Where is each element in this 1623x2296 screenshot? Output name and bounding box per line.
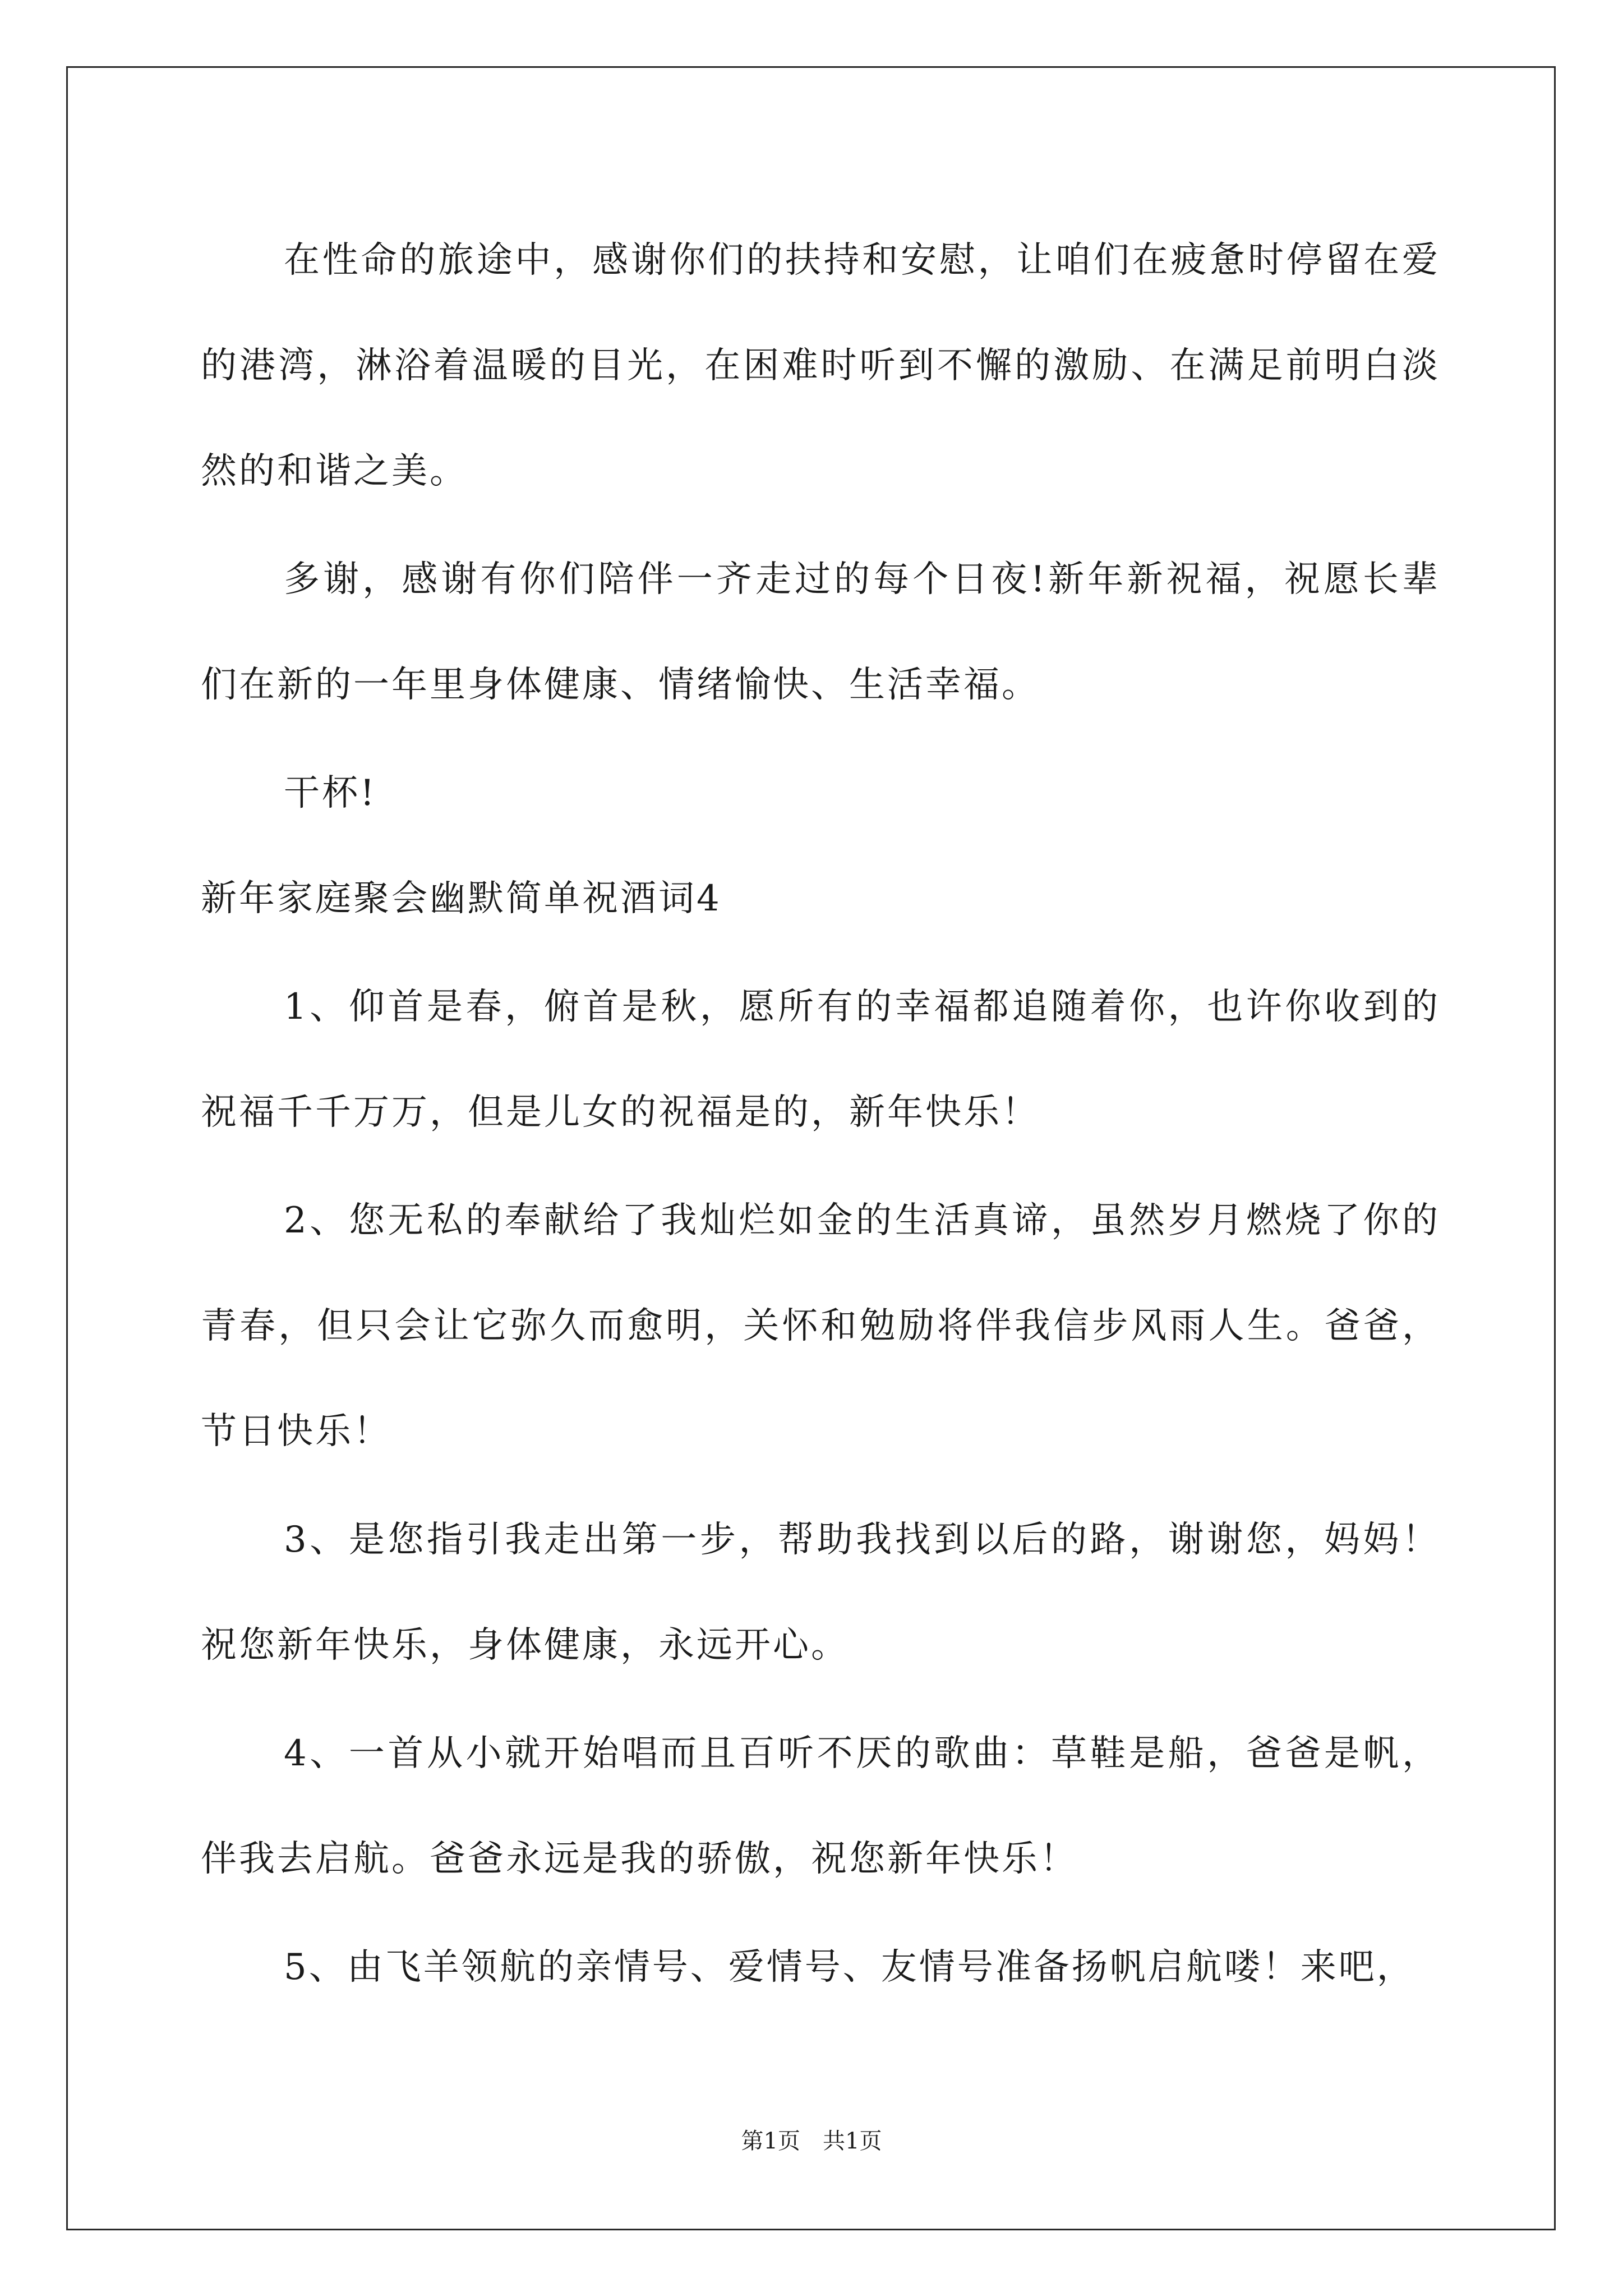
paragraph: 多谢，感谢有你们陪伴一齐走过的每个日夜!新年新祝福，祝愿长辈们在新的一年里身体健康、情绪愉快、生活幸福。 bbox=[201, 559, 1440, 706]
paragraph: 3、是您指引我走出第一步，帮助我找到以后的路，谢谢您，妈妈！祝您新年快乐，身体健康，永远开心。 bbox=[201, 1519, 1440, 1666]
section-heading: 新年家庭聚会幽默简单祝酒词4 bbox=[201, 878, 722, 919]
paragraph: 干杯! bbox=[284, 772, 377, 814]
paragraph: 在性命的旅途中，感谢你们的扶持和安慰，让咱们在疲惫时停留在爱的港湾，淋浴着温暖的目光，在困难时听到不懈的激励、在满足前明白淡然的和谐之美。 bbox=[201, 240, 1440, 492]
paragraph: 4、一首从小就开始唱而且百听不厌的歌曲：草鞋是船，爸爸是帆，伴我去启航。爸爸永远是我的骄傲，祝您新年快乐！ bbox=[201, 1733, 1440, 1880]
paragraph: 2、您无私的奉献给了我灿烂如金的生活真谛，虽然岁月燃烧了你的青春，但只会让它弥久而愈明，关怀和勉励将伴我信步风雨人生。爸爸，节日快乐！ bbox=[201, 1200, 1440, 1452]
page-number-footer: 第1页 共1页 bbox=[741, 2128, 882, 2154]
document-body bbox=[201, 208, 1440, 2020]
paragraph: 5、由飞羊领航的亲情号、爱情号、友情号准备扬帆启航喽！来吧， bbox=[284, 1947, 1415, 1988]
paragraph: 1、仰首是春，俯首是秋，愿所有的幸福都追随着你，也许你收到的祝福千千万万，但是儿女的祝福是的，新年快乐！ bbox=[201, 986, 1440, 1133]
